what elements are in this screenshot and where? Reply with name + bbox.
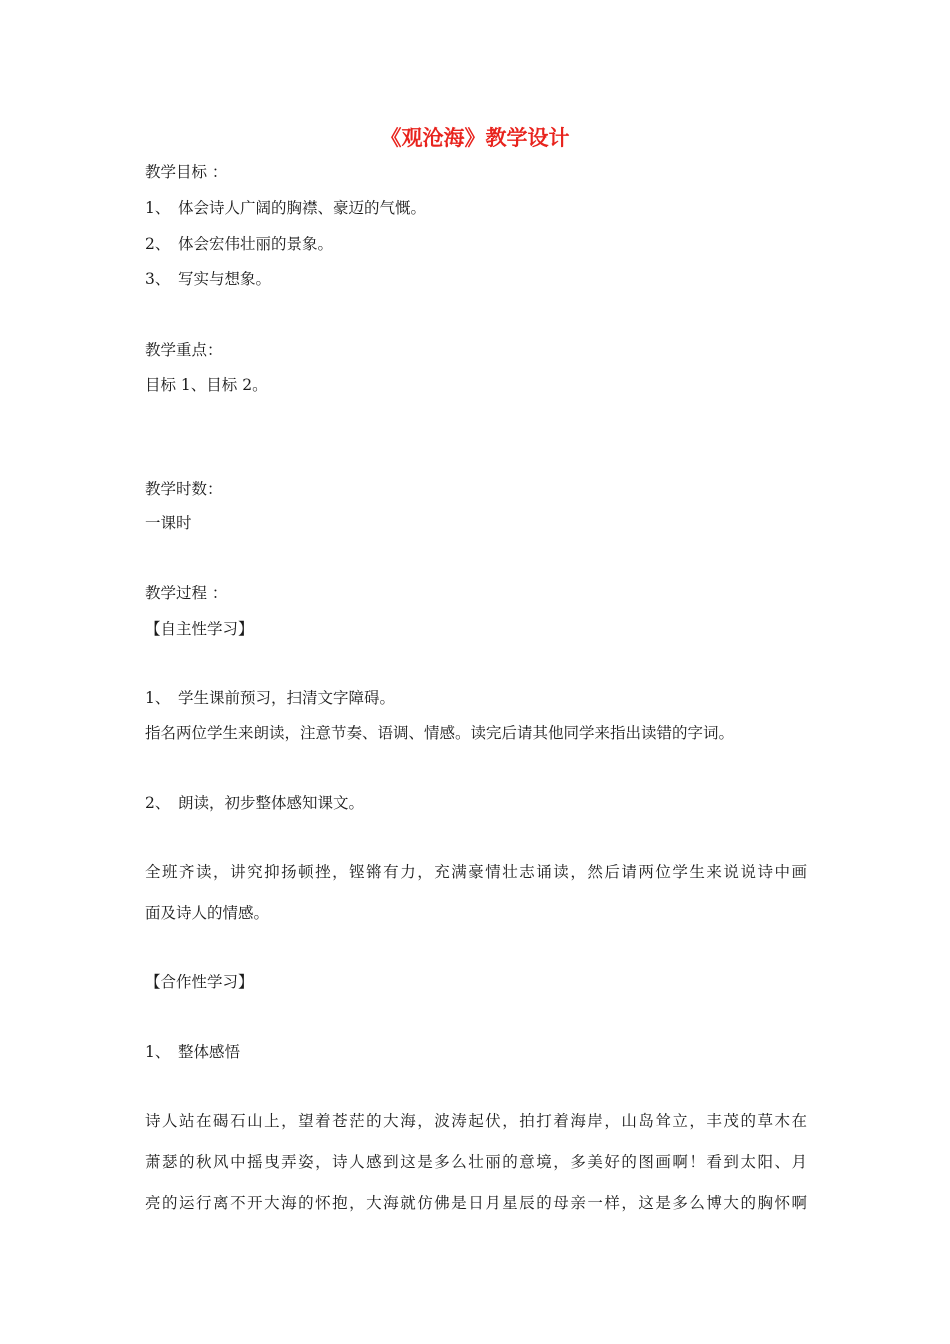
hours-heading: 教学时数： [145,480,223,498]
hours-text: 一课时 [145,514,192,532]
step-3-detail-line: 诗人站在碣石山上，望着苍茫的大海，波涛起伏，拍打着海岸，山岛耸立，丰茂的草木在 [145,1112,807,1130]
step-2-detail-line: 全班齐读，讲究抑扬顿挫，铿锵有力，充满豪情壮志诵读，然后请两位学生来说说诗中画 [145,863,807,881]
section-self-study: 【自主性学习】 [145,620,254,638]
objective-number: 2、 [145,235,171,253]
section-cooperative-study: 【合作性学习】 [145,973,254,991]
objective-text: 体会诗人广阔的胸襟、豪迈的气慨。 [178,199,427,217]
objective-item-1 [145,197,426,219]
document-title: 《观沧海》教学设计 [380,125,570,150]
objective-item-2 [145,233,333,255]
key-points-heading: 教学重点： [145,341,223,359]
step-number: 2、 [145,794,171,812]
objective-text: 写实与想象。 [178,270,272,288]
objective-number: 1、 [145,199,171,217]
step-title: 整体感悟 [178,1043,241,1061]
process-step-2 [145,792,364,814]
objective-text: 体会宏伟壮丽的景象。 [178,235,334,253]
step-title: 学生课前预习，扫清文字障碍。 [178,689,396,707]
step-2-detail-line: 面及诗人的情感。 [145,904,270,922]
step-3-detail-line: 萧瑟的秋风中摇曳弄姿，诗人感到这是多么壮丽的意境，多美好的图画啊！看到太阳、月 [145,1153,807,1171]
objective-item-3 [145,268,271,290]
process-heading: 教学过程 ： [145,584,228,602]
process-step-1 [145,687,395,709]
step-number: 1、 [145,689,171,707]
key-points-text: 目标 1、目标 2。 [145,376,268,394]
objective-number: 3、 [145,270,171,288]
objectives-heading: 教学目标 ： [145,163,228,181]
step-title: 朗读，初步整体感知课文。 [178,794,365,812]
step-3-detail-line: 亮的运行离不开大海的怀抱，大海就仿佛是日月星辰的母亲一样，这是多么博大的胸怀啊 [145,1194,807,1212]
process-step-3 [145,1041,240,1063]
step-1-detail: 指名两位学生来朗读，注意节奏、语调、情感。读完后请其他同学来指出读错的字词。 [145,724,735,742]
step-number: 1、 [145,1043,171,1061]
